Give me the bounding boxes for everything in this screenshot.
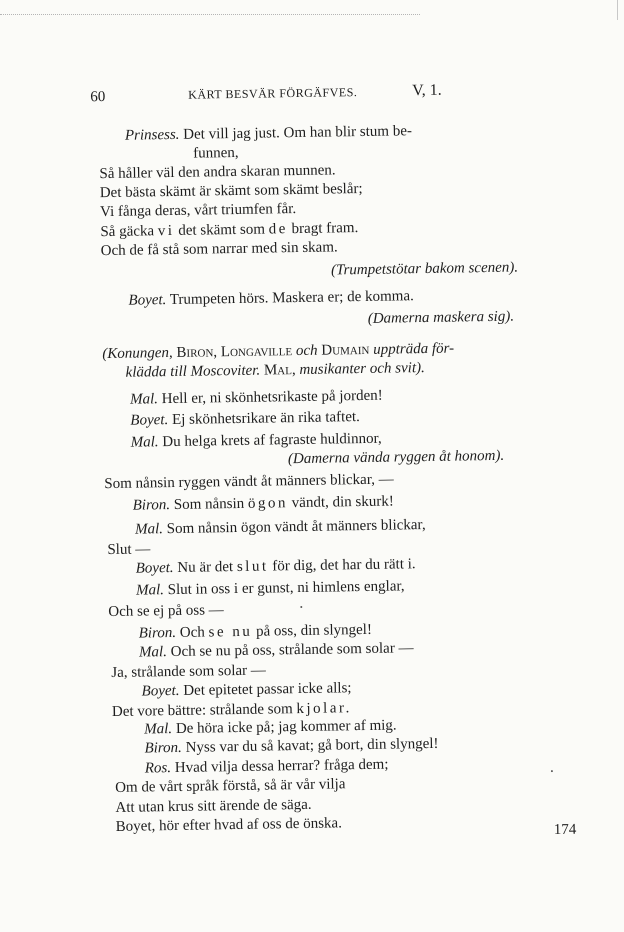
speaker: Mal. bbox=[138, 644, 168, 661]
speech: och bbox=[292, 342, 322, 360]
speech: Det vore bättre: strålande som bbox=[111, 701, 297, 720]
speech: Som nånsin ögon vändt åt männers blickar, bbox=[162, 517, 426, 538]
text-line bbox=[125, 122, 412, 145]
printer-signature: 174 bbox=[553, 821, 577, 839]
ink-speck bbox=[551, 770, 553, 772]
speech: musikanter och svit). bbox=[295, 360, 425, 379]
text-line bbox=[139, 639, 414, 661]
stage-direction: (Damerna vända ryggen åt honom). bbox=[287, 447, 505, 468]
text-line bbox=[133, 493, 394, 515]
text-line bbox=[139, 621, 372, 643]
speech: uppträda för- bbox=[369, 340, 455, 358]
speech: Du helga krets af fagraste huldinnor, bbox=[158, 430, 382, 451]
speech: Nu är det bbox=[173, 559, 238, 576]
speech: det skämt som bbox=[174, 221, 269, 239]
speaker: Boyet. bbox=[128, 292, 167, 309]
text-line bbox=[145, 756, 389, 778]
speech: Som nånsin bbox=[169, 495, 249, 514]
page-header bbox=[90, 81, 470, 106]
speech: Och bbox=[175, 624, 209, 641]
speaker: Boyet. bbox=[130, 412, 169, 429]
text-line: Slut — bbox=[107, 541, 151, 559]
ink-speck bbox=[300, 606, 302, 608]
speech: Det epitetet passar icke alls; bbox=[179, 680, 352, 699]
text-line: Det bästa skämt är skämt som skämt beslår; bbox=[99, 180, 363, 202]
page-number: 60 bbox=[90, 89, 106, 106]
character-names: Dumain bbox=[321, 341, 370, 359]
speaker: Biron. bbox=[144, 739, 183, 757]
speech: bragt fram. bbox=[287, 220, 359, 238]
spaced-word: se nu bbox=[208, 623, 253, 641]
running-title: KÄRT BESVÄR FÖRGÄFVES. bbox=[188, 85, 358, 102]
text-line: Och se ej på oss — bbox=[108, 602, 224, 621]
text-line: funnen, bbox=[193, 144, 239, 162]
spaced-word: ögon bbox=[247, 495, 289, 512]
spaced-word: slut bbox=[236, 558, 269, 576]
spaced-word: vi bbox=[157, 222, 175, 240]
text-line: Boyet, hör efter hvad af oss de önska. bbox=[115, 815, 343, 835]
text-line: Ja, strålande som solar — bbox=[111, 662, 266, 681]
act-scene: V, 1. bbox=[412, 81, 442, 100]
text-line: Vi fånga deras, vårt triumfen får. bbox=[99, 201, 297, 221]
character-names: Biron, Longaville bbox=[176, 343, 293, 361]
text-line: Så håller väl den andra skaran munnen. bbox=[99, 162, 336, 183]
speaker: Mal. bbox=[129, 391, 159, 408]
text-line: Att utan krus sitt ärende de säga. bbox=[115, 796, 312, 816]
stage-direction: (Trumpetstötar bakom scenen). bbox=[330, 259, 519, 279]
stage-direction: (Damerna maskera sig). bbox=[367, 308, 515, 327]
speech: Slut in oss i er gunst, ni himlens englar, bbox=[163, 578, 405, 599]
speaker: Biron. bbox=[132, 497, 171, 514]
text-line bbox=[136, 555, 416, 577]
speech: på oss, din slyngel! bbox=[252, 621, 373, 640]
speech: Ej skönhetsrikare än rika taftet. bbox=[168, 409, 360, 429]
speaker: Ros. bbox=[144, 760, 172, 777]
speech: (Konungen, bbox=[102, 344, 177, 363]
text-line bbox=[144, 735, 438, 758]
text-line: Om de vårt språk förstå, så är vår vilja bbox=[115, 776, 346, 796]
text-line bbox=[128, 287, 414, 309]
text-line bbox=[130, 387, 383, 409]
character-names: Mal, bbox=[263, 362, 296, 379]
speech: Hvad vilja dessa herrar? fråga dem; bbox=[170, 756, 389, 777]
speech: Det vill jag just. Om han blir stum be- bbox=[179, 123, 413, 143]
speech: för dig, det har du rätt i. bbox=[268, 556, 416, 575]
text-line bbox=[141, 679, 351, 700]
speech: Hell er, ni skönhetsrikaste på jorden! bbox=[157, 387, 383, 408]
speaker: Mal. bbox=[144, 721, 173, 738]
top-right-edge-mark bbox=[617, 0, 618, 20]
speech: Nyss var du så kavat; gå bort, din slyngel! bbox=[181, 735, 439, 756]
speaker: Mal. bbox=[130, 434, 159, 451]
speech: De höra icke på; jag kommer af mig. bbox=[172, 717, 397, 738]
speaker: Mal. bbox=[135, 582, 165, 599]
text-line bbox=[136, 577, 405, 599]
stage-direction bbox=[125, 359, 424, 382]
speaker: Prinsess. bbox=[124, 126, 180, 144]
speech: Trumpeten hörs. Maskera er; de komma. bbox=[166, 288, 414, 309]
speaker: Boyet. bbox=[141, 682, 180, 700]
text-line bbox=[130, 408, 360, 430]
spaced-word: kjolar. bbox=[296, 700, 352, 718]
text-line: Som nånsin ryggen vändt åt männers blickar, — bbox=[104, 471, 394, 493]
speech: vändt, din skurk! bbox=[287, 493, 394, 512]
speaker: Boyet. bbox=[135, 559, 174, 577]
text-line bbox=[135, 516, 426, 539]
speaker: Biron. bbox=[138, 624, 177, 642]
speech: klädda till Moscoviter. bbox=[125, 362, 265, 381]
text-line: Och de få stå som narrar med sin skam. bbox=[100, 239, 338, 260]
speech: Och se nu på oss, strålande som solar — bbox=[166, 640, 414, 661]
spaced-word: de bbox=[268, 221, 288, 238]
speech: Så gäcka bbox=[100, 223, 158, 241]
speaker: Mal. bbox=[134, 521, 164, 538]
